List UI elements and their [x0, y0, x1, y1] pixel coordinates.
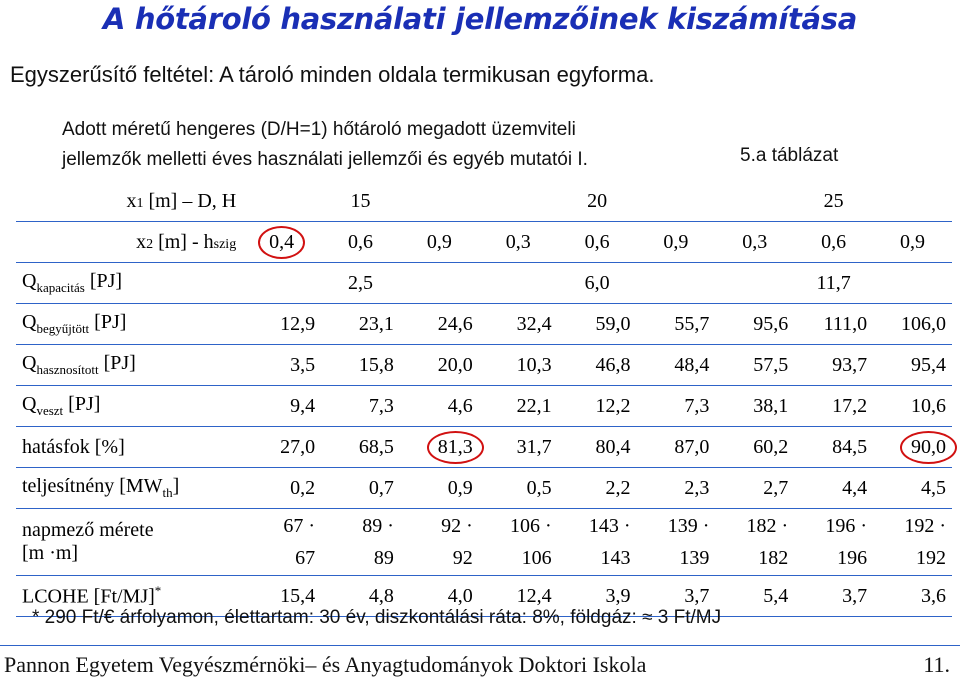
- table-row: [16, 509, 952, 576]
- cell: 182 · 182: [715, 509, 794, 576]
- cell: 32,4: [479, 304, 558, 345]
- highlight-circle: 0,4: [258, 226, 305, 259]
- table-row: [16, 263, 952, 304]
- cell: 9,4: [242, 386, 321, 427]
- row-label-q-kapacitas: $Q_{kapacitás}$ [PJ]: [16, 263, 242, 304]
- cell: 111,0: [794, 304, 873, 345]
- cell: 4,8: [321, 576, 400, 617]
- table-row: [16, 222, 952, 263]
- cell: 2,5: [242, 263, 479, 304]
- row-label-q-begyujtott: $Q_{begyűjtött}$ [PJ]: [16, 304, 242, 345]
- page-number: 11.: [923, 652, 950, 677]
- table-description: [62, 115, 588, 175]
- cell: 15: [242, 181, 479, 222]
- row-label-q-veszt: $Q_{veszt}$ [PJ]: [16, 386, 242, 427]
- cell: 0,5: [479, 468, 558, 509]
- cell: 84,5: [794, 427, 873, 468]
- cell: 60,2: [715, 427, 794, 468]
- slide-footer: [0, 645, 960, 682]
- cell: 24,6: [400, 304, 479, 345]
- cell: 0,3: [479, 222, 558, 263]
- cell: 38,1: [715, 386, 794, 427]
- highlight-circle: 81,3: [427, 431, 484, 464]
- cell: 2,2: [558, 468, 637, 509]
- cell: 95,4: [873, 345, 952, 386]
- description-line-1: Adott méretű hengeres (D/H=1) hőtároló megadott üzemviteli: [62, 119, 576, 140]
- cell: 12,2: [558, 386, 637, 427]
- cell: 80,4: [558, 427, 637, 468]
- cell: 3,7: [637, 576, 716, 617]
- row-label-teljesitmeny: teljesítnény $[MW_{th}]$: [16, 468, 242, 509]
- row-label-x2: x2 [m] - hszig: [16, 222, 242, 263]
- cell: 31,7: [479, 427, 558, 468]
- cell: 23,1: [321, 304, 400, 345]
- cell: 2,3: [637, 468, 716, 509]
- cell: 89 · 89: [321, 509, 400, 576]
- cell: 7,3: [321, 386, 400, 427]
- table-row: [16, 345, 952, 386]
- table-label: 5.a táblázat: [740, 145, 839, 166]
- cell: 4,0: [400, 576, 479, 617]
- cell: 67 · 67: [242, 509, 321, 576]
- cell: [400, 427, 479, 468]
- footnote: * 290 Ft/€ árfolyamon, élettartam: 30 év, diszkontálási ráta: 8%, földgáz: ≈ 3 Ft/MJ: [32, 607, 722, 628]
- cell: 48,4: [637, 345, 716, 386]
- cell: 25: [715, 181, 952, 222]
- row-label-napmezo: napmező mérete [m ·m]: [16, 509, 242, 576]
- cell: 93,7: [794, 345, 873, 386]
- cell: [873, 427, 952, 468]
- table-row: [16, 181, 952, 222]
- cell: 2,7: [715, 468, 794, 509]
- cell: 3,5: [242, 345, 321, 386]
- cell: 12,4: [479, 576, 558, 617]
- cell: 11,7: [715, 263, 952, 304]
- cell: 20: [479, 181, 716, 222]
- cell: 92 · 92: [400, 509, 479, 576]
- cell: 15,4: [242, 576, 321, 617]
- cell: 106 · 106: [479, 509, 558, 576]
- cell: 46,8: [558, 345, 637, 386]
- cell: 12,9: [242, 304, 321, 345]
- table-row: [16, 304, 952, 345]
- cell: 106,0: [873, 304, 952, 345]
- cell: 4,6: [400, 386, 479, 427]
- cell: 0,3: [715, 222, 794, 263]
- row-label-lcohe: LCOHE [Ft/MJ]*: [16, 576, 242, 617]
- footer-organization: Pannon Egyetem Vegyészmérnöki– és Anyagtudományok Doktori Iskola: [4, 652, 647, 677]
- cell: 6,0: [479, 263, 716, 304]
- cell: 3,7: [794, 576, 873, 617]
- row-label-hatasfok: hatásfok [%]: [16, 427, 242, 468]
- table-row: [16, 427, 952, 468]
- cell: 3,9: [558, 576, 637, 617]
- cell: 20,0: [400, 345, 479, 386]
- cell: 0,6: [558, 222, 637, 263]
- condition-text: Egyszerűsítő feltétel: A tároló minden oldala termikusan egyforma.: [10, 62, 655, 87]
- row-label-q-hasznositott: $Q_{hasznosított}$ [PJ]: [16, 345, 242, 386]
- cell: 95,6: [715, 304, 794, 345]
- cell: 4,4: [794, 468, 873, 509]
- cell: 0,9: [400, 222, 479, 263]
- cell: 196 · 196: [794, 509, 873, 576]
- table-row: [16, 386, 952, 427]
- cell: 10,3: [479, 345, 558, 386]
- cell: 0,2: [242, 468, 321, 509]
- cell: 27,0: [242, 427, 321, 468]
- cell: 10,6: [873, 386, 952, 427]
- cell: 17,2: [794, 386, 873, 427]
- highlight-circle: 90,0: [900, 431, 957, 464]
- cell: 0,6: [794, 222, 873, 263]
- cell: 15,8: [321, 345, 400, 386]
- cell: 59,0: [558, 304, 637, 345]
- cell: 0,9: [637, 222, 716, 263]
- cell: 0,7: [321, 468, 400, 509]
- cell: 68,5: [321, 427, 400, 468]
- cell: 0,9: [400, 468, 479, 509]
- cell: 143 · 143: [558, 509, 637, 576]
- cell: 87,0: [637, 427, 716, 468]
- cell: 57,5: [715, 345, 794, 386]
- cell: 139 · 139: [637, 509, 716, 576]
- cell: 55,7: [637, 304, 716, 345]
- cell: 22,1: [479, 386, 558, 427]
- cell: 7,3: [637, 386, 716, 427]
- cell: 192 · 192: [873, 509, 952, 576]
- row-label-x1: x1 [m] – D, H: [16, 181, 242, 222]
- cell: 5,4: [715, 576, 794, 617]
- slide-title: A hőtároló használati jellemzőinek kiszámítása: [102, 2, 858, 36]
- cell: 3,6: [873, 576, 952, 617]
- cell: 0,9: [873, 222, 952, 263]
- cell: 0,6: [321, 222, 400, 263]
- cell: [242, 222, 321, 263]
- table-row: [16, 468, 952, 509]
- description-line-2: jellemzők melletti éves használati jellemzői és egyéb mutatói I.: [62, 149, 588, 170]
- results-table: [16, 181, 952, 617]
- cell: 4,5: [873, 468, 952, 509]
